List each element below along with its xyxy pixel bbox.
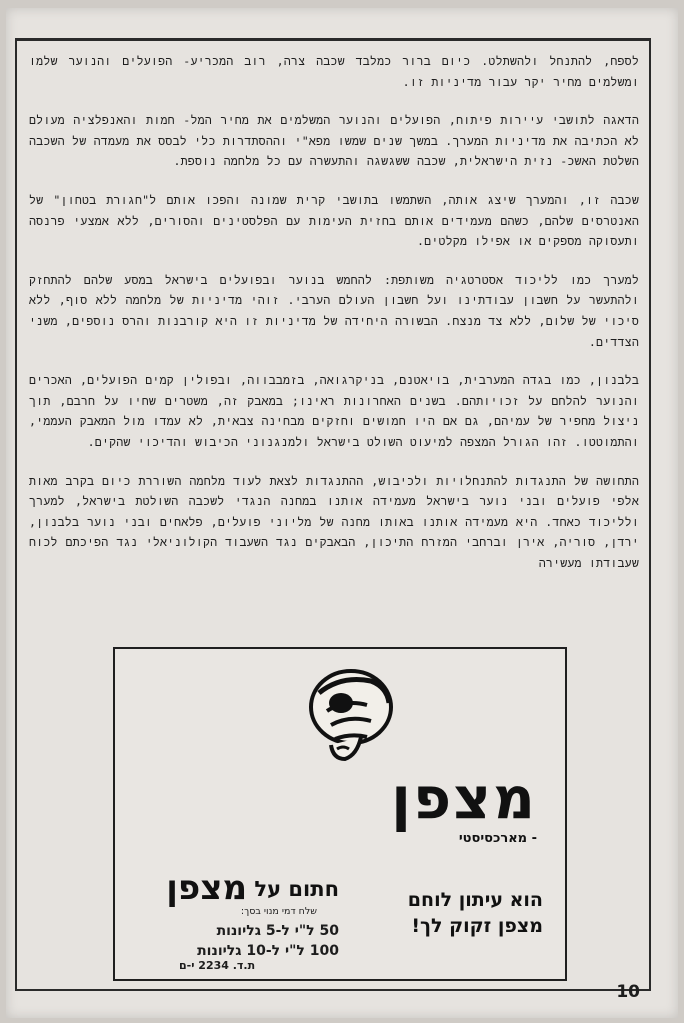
- paragraph-1: לספח, להתנחל ולהשתלט. כיום ברור כמלבד שכבה צרה, רוב המכריע- הפועלים והנוער שלמו ומשלמים מחיר יקר עבור מדיניות זו.: [29, 54, 639, 89]
- paragraph-3: שכבה זו, והמערך שיצג אותה, השתמשו בתושבי קרית שמונה והפכו אותם ל"חגורת בטחון" של האנטרסים שלהם, כשהם מעמידים אותם בחזית העימות עם הפלסטינים והסורים, ללא אמצעי פרנסה ותעסוקה מספקים או אפילו מקלטים.: [29, 192, 639, 249]
- document-page: [6, 8, 678, 1018]
- brand-subtitle: - מארכסיסטי: [458, 831, 537, 846]
- slogan-line-2: מצפן זקוק לך!: [411, 915, 543, 937]
- subscribe-brand: מצפן: [166, 868, 248, 908]
- subscribe-prefix: חתום על: [254, 877, 339, 901]
- price-option-1: 50 ל"י ל-5 גליונות: [216, 923, 339, 939]
- subscribe-note: שלח דמי מנוי בסך:: [240, 906, 317, 917]
- pointing-hand-icon: [301, 659, 397, 763]
- slogan: [343, 887, 543, 939]
- subscribe-heading: [139, 868, 339, 908]
- content-frame: [15, 38, 651, 991]
- article-text: [29, 51, 639, 573]
- subscription-advertisement: [113, 647, 567, 981]
- page-number: 10: [616, 982, 640, 1002]
- paragraph-4: למערך כמו לליכוד אסטרטגיה משותפת: להחמש בנוער ובפועלים בישראל במסע שלהם להתחזק ולהתעשר על חשבון עבודתינו ועל חשבון העולם הערבי. זוהי מדיניות של מלחמה ללא סוף, ללא סיכוי של שלום, ללא צד מנצח. הבשורה היחידה של מדיניות זו היא קורבנות והרס נוספים, משני הצדדים.: [29, 272, 639, 349]
- ad-title: [377, 764, 537, 867]
- subscription-box: [139, 868, 339, 961]
- po-box-address: ת.ד. 2234 י-ם: [179, 959, 256, 972]
- price-option-2: 100 ל"י ל-10 גליונות: [197, 943, 339, 959]
- paragraph-2: הדאגה לתושבי עיירות פיתוח, הפועלים והנוער המשלמים את מחיר המל- חמות והאנפלציה מעולם לא הכתיבה את מדיניות המערך. במשך שנים שמשו מפא"י וההסתדרות כלי לבסס את מעמדה של השכבה השלטת האשכ- נזית הישראלית, שכבה ששגשגה והתעשרה עם כל מלחמה נוספת.: [29, 113, 639, 169]
- brand-name: מצפן: [391, 764, 537, 832]
- paragraph-6: התחושה של התנגדות להתנחלויות ולכיבוש, ההתנגדות לצאת לעוד מלחמה השוררת כיום בקרב מאות אלפי פועלים ובני נוער בישראל מעמידה אותנו במחנה הנגדי לשכבה השולטת בישראל, למערך ולליכוד כאחד. היא מעמידה אותנו באותו מחנה של מליוני פועלים, פלאחים ובני נוער בלבנון, ירדן, סוריה, אירן וברחבי המזרח התיכון, הבאבקים נגד השעבוד הקולוניאלי נגד הפיכתם לכוח שעבודתו מעשירה: [29, 473, 639, 570]
- paragraph-5: בלבנון, כמו בגדה המערבית, בויאטנם, בניקרגואה, בזמבבווה, ובפולין קמים הפועלים, האכרים והנוער להלחם על זכויותהם. בשנים האחרונות ראינו; במאבק זה, משטרים שחיו על חרבם, תוך ניצול מחפיר של עמיהם, גם אם היו חמושים וחזקים מבחינה צבאית, לא עמדו מול המאבק העממי, והתמוטטו. זהו הגורל המצפה למיעוט השולט בישראל ולמנגנוני הכיבוש והדיכוי שהקים.: [29, 373, 639, 449]
- slogan-line-1: הוא עיתון לוחם: [407, 889, 543, 911]
